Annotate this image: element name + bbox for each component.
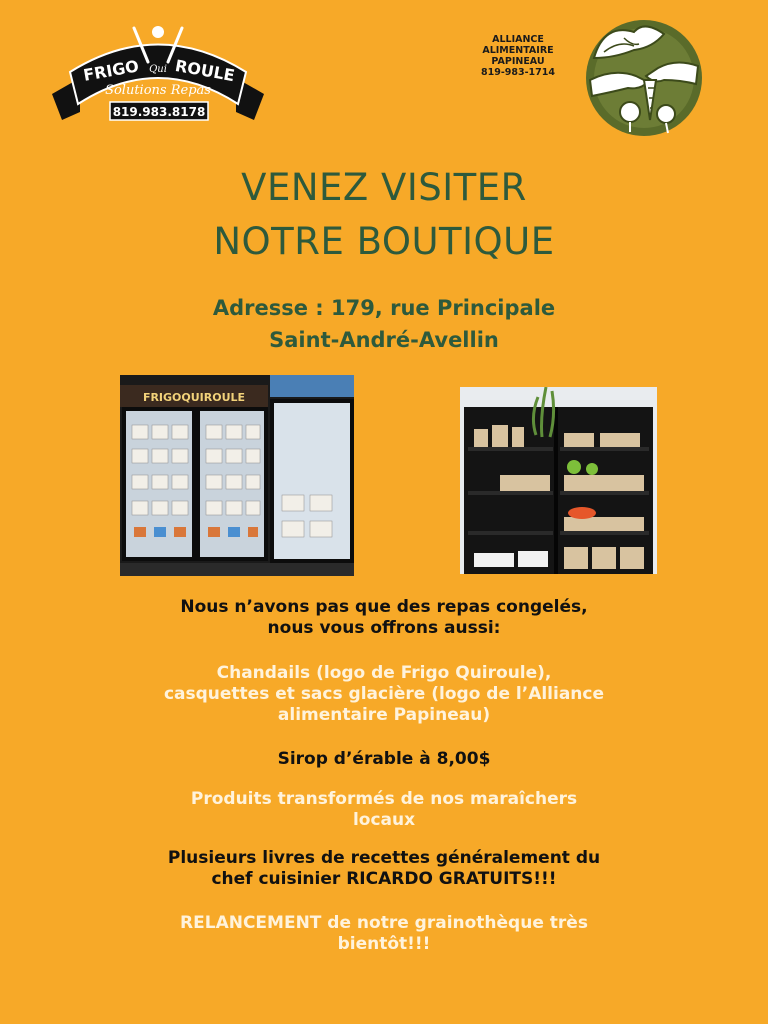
- alliance-logo: [584, 18, 704, 138]
- merchandise-text: [0, 663, 768, 726]
- shelf-photo: [460, 387, 657, 574]
- logo-phone: 819.983.8178: [112, 105, 206, 119]
- relance-line-2: bientôt!!!: [337, 934, 431, 954]
- fridge-photo: [120, 375, 354, 576]
- recipe-books-text: [0, 848, 768, 890]
- seed-library-text: [0, 913, 768, 955]
- alliance-line-3: PAPINEAU: [491, 56, 545, 67]
- items-line-1: Chandails (logo de Frigo Quiroule),: [216, 663, 552, 683]
- produits-line-2: locaux: [352, 810, 416, 830]
- produits-line-1: Produits transformés de nos maraîchers: [190, 789, 578, 809]
- intro-line-1: Nous n’avons pas que des repas congelés,: [180, 597, 588, 617]
- intro-line-2: nous vous offrons aussi:: [267, 618, 501, 638]
- items-line-2: casquettes et sacs glacière (logo de l’Alliance: [163, 684, 605, 704]
- intro-text: [0, 597, 768, 639]
- livres-line-2: chef cuisinier RICARDO GRATUITS!!!: [211, 869, 557, 889]
- maple-syrup-text: Sirop d’érable à 8,00$: [277, 749, 491, 769]
- address-city: Saint-André-Avellin: [269, 328, 499, 352]
- alliance-line-2: ALIMENTAIRE: [482, 45, 554, 56]
- local-products-text: [0, 789, 768, 831]
- heading-line-1: VENEZ VISITER: [241, 166, 527, 209]
- logo-qui-word: Qui: [149, 64, 167, 75]
- alliance-line-1: ALLIANCE: [492, 34, 544, 45]
- logo-frigo-word: FRIGO: [81, 56, 141, 85]
- address-street: Adresse : 179, rue Principale: [212, 296, 556, 320]
- livres-line-1: Plusieurs livres de recettes généralement du: [167, 848, 601, 868]
- relance-line-1: RELANCEMENT de notre grainothèque très: [180, 913, 588, 933]
- heading-line-2: NOTRE BOUTIQUE: [213, 220, 555, 263]
- fridge-sign: FRIGOQUIROULE: [142, 391, 246, 404]
- alliance-info: [466, 34, 570, 78]
- items-line-3: alimentaire Papineau): [277, 705, 491, 725]
- logo-roule-word: ROULE: [173, 56, 237, 86]
- frigo-quiroule-logo: [52, 22, 264, 132]
- alliance-phone: 819-983-1714: [481, 67, 555, 78]
- logo-tagline: Solutions Repas: [105, 83, 211, 98]
